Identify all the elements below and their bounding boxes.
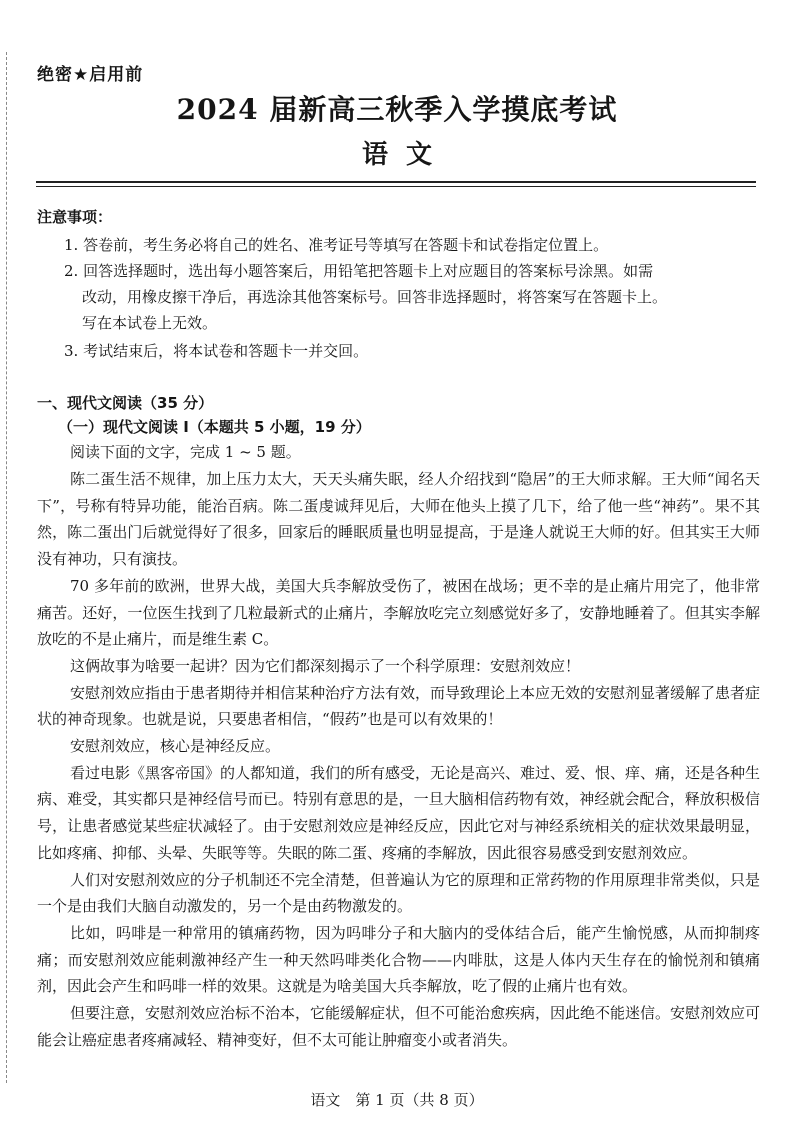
passage-paragraph: 人们对安慰剂效应的分子机制还不完全清楚，但普遍认为它的原理和正常药物的作用原理非常类似，只是一个是由我们大脑自动激发的，另一个是由药物激发的。 — [37, 870, 761, 916]
subject-title: 语文 — [361, 140, 450, 170]
passage-paragraph: 安慰剂效应指由于患者期待并相信某种治疗方法有效，而导致理论上本应无效的安慰剂显著缓解了患者症状的神奇现象。也就是说，只要患者相信，“假药”也是可以有效果的！ — [37, 683, 761, 729]
title-rule-thin — [36, 186, 756, 187]
passage-paragraph: 陈二蛋生活不规律，加上压力太大，天天头痛失眠，经人介绍找到“隐居”的王大师求解。王大师“闻名天下”，号称有特异功能，能治百病。陈二蛋虔诚拜见后，大师在他头上摸了几下，给了他一些“神药”。果不其然，陈二蛋出门后就觉得好了很多，回家后的睡眠质量也明显提高，于是逢人就说王大师的好。但其实王大师没有神功，只有演技。 — [37, 470, 760, 569]
note-item-2-cont — [64, 284, 764, 310]
reading-instruction: 阅读下面的文字，完成 1 ~ 5 题。 — [70, 443, 301, 461]
note-item-2-cont-2 — [64, 310, 764, 336]
exam-title: 2024 届新高三秋季入学摸底考试 — [176, 93, 618, 126]
note-item-2-line-3: 写在本试卷上无效。 — [82, 314, 218, 332]
passage-paragraph: 但要注意，安慰剂效应治标不治本，它能缓解症状，但不可能治愈疾病，因此绝不能迷信。安慰剂效应可能会让癌症患者疼痛减轻、精神变好，但不太可能让肿瘤变小或者消失。 — [37, 1004, 761, 1049]
passage-paragraph: 看过电影《黑客帝国》的人都知道，我们的所有感受，无论是高兴、难过、爱、恨、痒、痛，还是各种生病、难受，其实都只是神经信号而已。特别有意思的是，一旦大脑相信药物有效，神经就会配合，释放积极信号，让患者感觉某些症状减轻了。由于安慰剂效应是神经反应，因此它对与神经系统相关的症状效果最明显，比如疼痛、抑郁、头晕、失眠等等。失眠的陈二蛋、疼痛的李解放，因此很容易感受到安慰剂效应。 — [37, 763, 761, 862]
subsection-heading: （一）现代文阅读 Ⅰ（本题共 5 小题，19 分） — [58, 418, 371, 436]
note-item-3: 3. 考试结束后，将本试卷和答题卡一并交回。 — [64, 342, 369, 360]
title-rule-thick — [36, 181, 756, 183]
passage-paragraph: 比如，吗啡是一种常用的镇痛药物，因为吗啡分子和大脑内的受体结合后，能产生愉悦感，从而抑制疼痛；而安慰剂效应能刺激神经产生一种天然吗啡类化合物——内啡肽，这是人体内天生存在的愉悦剂和镇痛剂，因此会产生和吗啡一样的效果。这就是为啥美国大兵李解放，吃了假的止痛片也有效。 — [37, 923, 760, 996]
reading-passage — [37, 466, 760, 1053]
page-footer: 语文 第 1 页（共 8 页） — [310, 1091, 484, 1109]
notes-heading: 注意事项： — [37, 208, 113, 226]
secret-label: 绝密★启用前 — [37, 65, 144, 85]
binding-dashed-line — [6, 52, 7, 1083]
note-item-1: 1. 答卷前，考生务必将自己的姓名、准考证号等填写在答题卡和试卷指定位置上。 — [64, 236, 609, 254]
passage-paragraph: 70 多年前的欧洲，世界大战，美国大兵李解放受伤了，被困在战场；更不幸的是止痛片用完了，他非常痛苦。还好，一位医生找到了几粒最新式的止痛片，李解放吃完立刻感觉好多了，安静地睡着了。但其实李解放吃的不是止痛片，而是维生素 C。 — [37, 576, 760, 649]
note-item-2: 2. 回答选择题时，选出每小题答案后，用铅笔把答题卡上对应题目的答案标号涂黑。如需 — [64, 262, 654, 280]
passage-paragraph: 安慰剂效应，核心是神经反应。 — [70, 737, 281, 756]
passage-paragraph: 这俩故事为啥要一起讲？因为它们都深刻揭示了一个科学原理：安慰剂效应！ — [70, 656, 581, 675]
note-item-2-line-2: 改动，用橡皮擦干净后，再选涂其他答案标号。回答非选择题时，将答案写在答题卡上。 — [82, 288, 668, 306]
section-heading: 一、现代文阅读（35 分） — [37, 394, 214, 412]
